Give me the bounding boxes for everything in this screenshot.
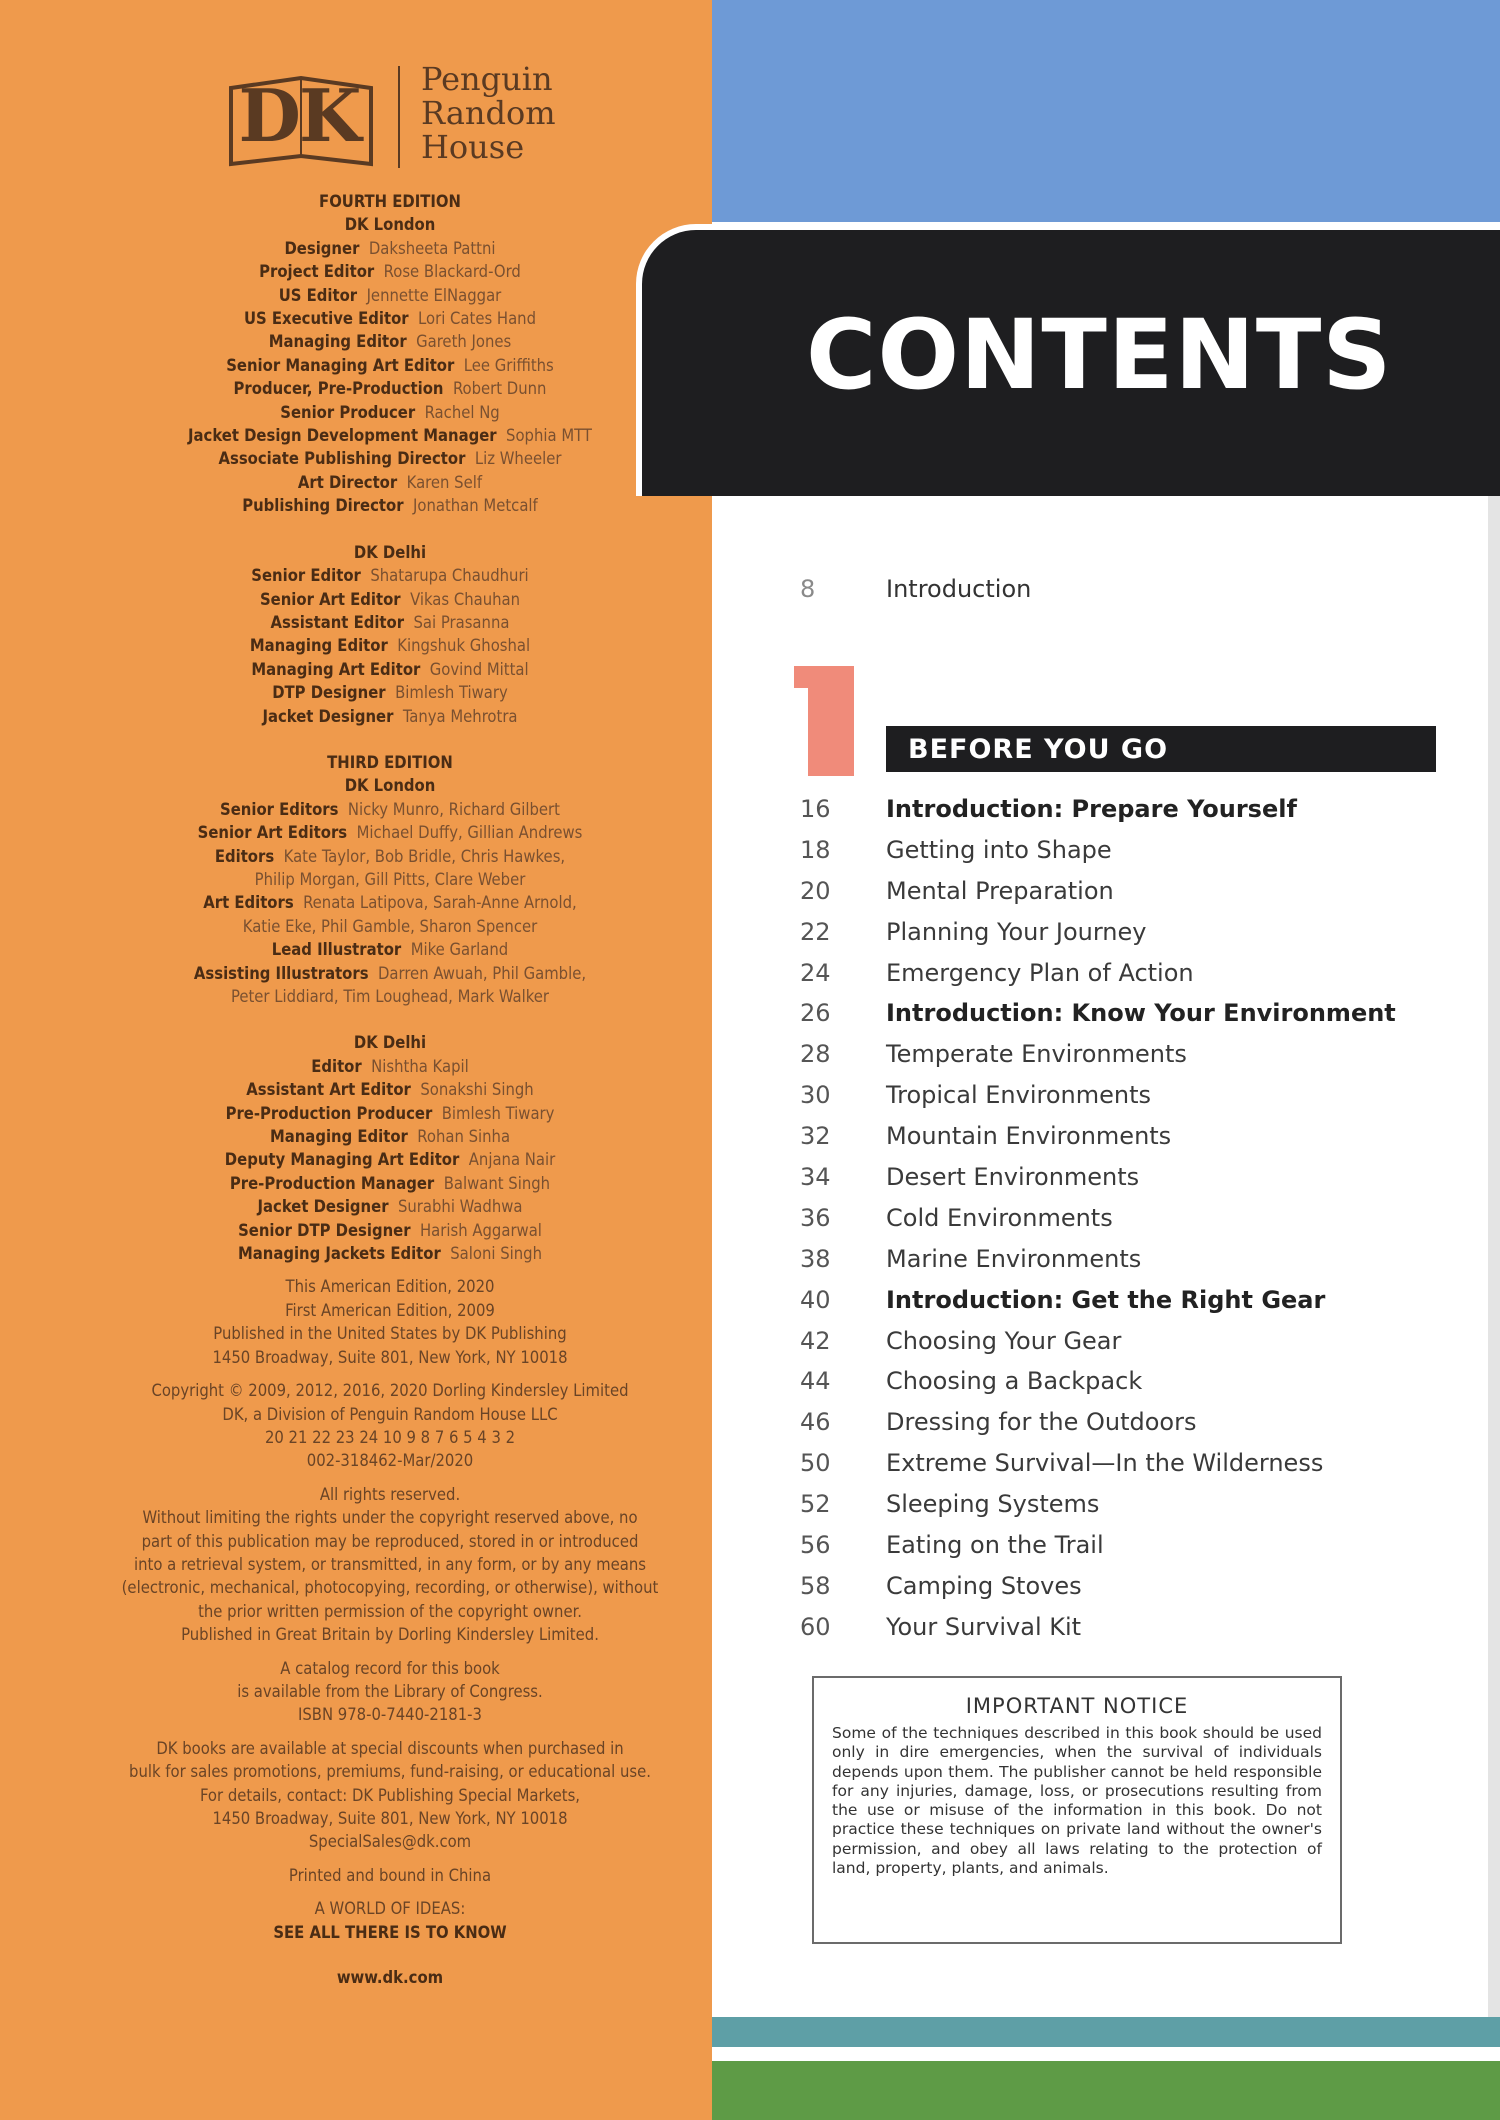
credit-name: Kate Taylor, Bob Bridle, Chris Hawkes, bbox=[283, 846, 566, 866]
toc-entry-title: Your Survival Kit bbox=[886, 1612, 1082, 1641]
credit-role: Associate Publishing Director bbox=[218, 449, 466, 469]
toc-page-number: 20 bbox=[800, 876, 831, 905]
penguin-random-house-logo: Penguin Random House bbox=[421, 60, 556, 166]
credit-name: Vikas Chauhan bbox=[410, 589, 521, 609]
credit-role: Managing Editor bbox=[269, 1127, 408, 1147]
toc-page-number: 44 bbox=[800, 1367, 831, 1396]
credit-line bbox=[90, 611, 690, 634]
toc-page-number: 60 bbox=[800, 1612, 831, 1641]
toc-entry[interactable] bbox=[800, 874, 1480, 915]
credit-name: Rose Blackard-Ord bbox=[383, 262, 521, 282]
credit-role: Pre-Production Manager bbox=[229, 1173, 435, 1193]
toc-page-number: 26 bbox=[800, 999, 831, 1028]
credit-role: Senior DTP Designer bbox=[238, 1220, 411, 1240]
credit-role: Lead Illustrator bbox=[271, 940, 402, 960]
toc-entry-title: Mountain Environments bbox=[886, 1122, 1172, 1151]
notice-title: IMPORTANT NOTICE bbox=[965, 1694, 1189, 1718]
toc-page-number: 8 bbox=[800, 575, 816, 603]
toc-entry-title: Introduction: Prepare Yourself bbox=[886, 795, 1297, 823]
toc-entry-title: Choosing Your Gear bbox=[886, 1326, 1122, 1355]
toc-entry-title: Marine Environments bbox=[886, 1244, 1142, 1273]
credit-role: Managing Art Editor bbox=[251, 659, 421, 679]
credit-name: Govind Mittal bbox=[429, 659, 529, 679]
credit-role: Jacket Design Development Manager bbox=[188, 426, 497, 446]
toc-entry[interactable] bbox=[800, 1569, 1480, 1610]
toc-entry[interactable] bbox=[800, 1405, 1480, 1446]
credit-role: Designer bbox=[284, 238, 360, 258]
toc-entry-title: Camping Stoves bbox=[886, 1571, 1082, 1600]
credit-role: Publishing Director bbox=[242, 496, 404, 516]
toc-entry-title: Extreme Survival—In the Wilderness bbox=[886, 1449, 1324, 1478]
credit-line bbox=[90, 377, 690, 400]
credit-name: Rachel Ng bbox=[424, 402, 500, 422]
toc-entry[interactable] bbox=[800, 1119, 1480, 1160]
credit-name: Karen Self bbox=[406, 472, 483, 492]
text-line: Copyright © 2009, 2012, 2016, 2020 Dorling Kindersley Limited bbox=[151, 1381, 629, 1401]
credit-line bbox=[90, 1148, 690, 1171]
table-of-contents bbox=[800, 792, 1480, 1651]
text-line: DK books are available at special discounts when purchased in bbox=[156, 1738, 624, 1758]
toc-page-number: 56 bbox=[800, 1531, 831, 1560]
credit-role: Senior Art Editors bbox=[197, 823, 348, 843]
toc-entry-title: Dressing for the Outdoors bbox=[886, 1408, 1197, 1437]
page-edge-strip bbox=[1488, 496, 1500, 2017]
toc-entry-title: Introduction bbox=[886, 575, 1032, 603]
credit-line bbox=[90, 284, 690, 307]
credit-role: Deputy Managing Art Editor bbox=[224, 1150, 460, 1170]
credit-role: Assisting Illustrators bbox=[193, 963, 369, 983]
credits-heading: FOURTH EDITION bbox=[319, 192, 461, 211]
credit-name: Jonathan Metcalf bbox=[412, 496, 538, 516]
text-line: First American Edition, 2009 bbox=[285, 1300, 495, 1320]
credit-line bbox=[90, 1172, 690, 1195]
credit-line bbox=[90, 915, 690, 938]
credit-name: Nishtha Kapil bbox=[371, 1056, 469, 1076]
toc-entry[interactable] bbox=[800, 1242, 1480, 1283]
toc-entry-title: Introduction: Know Your Environment bbox=[886, 999, 1396, 1028]
toc-page-number: 52 bbox=[800, 1490, 831, 1519]
important-notice-box bbox=[812, 1676, 1342, 1944]
text-line: DK, a Division of Penguin Random House LLC bbox=[222, 1404, 558, 1424]
logo-divider bbox=[398, 66, 400, 168]
toc-entry-title: Tropical Environments bbox=[886, 1081, 1152, 1110]
page-title: CONTENTS bbox=[806, 299, 1393, 411]
credit-role: Managing Editor bbox=[249, 636, 388, 656]
notice-body: Some of the techniques described in this book should be used only in dire emergencies, when the survival of individuals depends upon them. The publisher cannot be held responsible for any injuries, damage, loss, or prosecutions resulting from the use or misuse of the information in this book. Do not practice these techniques on private land without the owner's permission, and obey all laws relating to the protection of land, property, plants, and animals. bbox=[832, 1724, 1322, 1878]
credit-role: Senior Editors bbox=[220, 799, 339, 819]
credit-line bbox=[90, 845, 690, 868]
credit-name: Lee Griffiths bbox=[463, 355, 554, 375]
credit-line bbox=[90, 1102, 690, 1125]
text-line: All rights reserved. bbox=[319, 1484, 461, 1504]
credit-line bbox=[90, 868, 690, 891]
toc-page-number: 28 bbox=[800, 1040, 831, 1069]
credits-list bbox=[90, 1055, 690, 1266]
credit-name: Surabhi Wadhwa bbox=[397, 1197, 523, 1217]
credit-line bbox=[90, 681, 690, 704]
credit-line bbox=[90, 1078, 690, 1101]
credit-line bbox=[90, 260, 690, 283]
toc-entry[interactable] bbox=[800, 1324, 1480, 1365]
credit-name: Sonakshi Singh bbox=[420, 1080, 534, 1100]
credit-line bbox=[90, 962, 690, 985]
text-line: part of this publication may be reproduced, stored in or introduced bbox=[141, 1531, 639, 1551]
toc-entry[interactable] bbox=[800, 1528, 1480, 1569]
credit-line bbox=[90, 330, 690, 353]
credit-name: Peter Liddiard, Tim Loughead, Mark Walker bbox=[230, 987, 550, 1006]
toc-entry[interactable] bbox=[800, 792, 1480, 833]
credit-name: Daksheeta Pattni bbox=[368, 238, 496, 258]
credits-office: DK London bbox=[344, 215, 436, 235]
toc-entry[interactable] bbox=[800, 956, 1480, 997]
text-line: This American Edition, 2020 bbox=[285, 1277, 495, 1297]
credit-name: Bimlesh Tiwary bbox=[441, 1103, 555, 1123]
toc-entry[interactable] bbox=[800, 1160, 1480, 1201]
toc-entry[interactable] bbox=[800, 1487, 1480, 1528]
green-footer-band bbox=[712, 2061, 1500, 2120]
credit-line bbox=[90, 985, 690, 1008]
toc-page-number: 36 bbox=[800, 1203, 831, 1232]
credit-line bbox=[90, 1219, 690, 1242]
toc-entry[interactable] bbox=[800, 833, 1480, 874]
copyright-info bbox=[90, 1379, 690, 1473]
credit-role: Pre-Production Producer bbox=[225, 1103, 433, 1123]
credit-role: US Editor bbox=[278, 285, 358, 305]
credit-line bbox=[90, 798, 690, 821]
toc-page-number: 32 bbox=[800, 1122, 831, 1151]
credit-name: Nicky Munro, Richard Gilbert bbox=[347, 799, 560, 819]
credit-line bbox=[90, 891, 690, 914]
toc-entry-title: Eating on the Trail bbox=[886, 1531, 1104, 1560]
edition-info bbox=[90, 1275, 690, 1369]
toc-entry-title: Cold Environments bbox=[886, 1203, 1113, 1232]
credit-role: Managing Jackets Editor bbox=[237, 1244, 441, 1264]
credits-office: DK London bbox=[344, 776, 436, 796]
toc-entry-title: Choosing a Backpack bbox=[886, 1367, 1143, 1396]
chapter-number-mark bbox=[808, 666, 854, 776]
toc-entry-title: Sleeping Systems bbox=[886, 1490, 1100, 1519]
toc-entry-title: Getting into Shape bbox=[886, 835, 1112, 864]
credit-line bbox=[90, 634, 690, 657]
catalog-info bbox=[90, 1657, 690, 1727]
text-line: 002-318462-Mar/2020 bbox=[306, 1451, 474, 1471]
text-line: bulk for sales promotions, premiums, fund-raising, or educational use. bbox=[129, 1762, 651, 1782]
credit-line bbox=[90, 705, 690, 728]
toc-page-number: 16 bbox=[800, 795, 831, 823]
text-line: For details, contact: DK Publishing Special Markets, bbox=[199, 1785, 581, 1805]
toc-entry-title: Desert Environments bbox=[886, 1163, 1140, 1192]
credit-role: Jacket Designer bbox=[257, 1197, 389, 1217]
credit-name: Mike Garland bbox=[410, 940, 509, 960]
credit-role: Editor bbox=[311, 1056, 362, 1076]
credit-name: Kingshuk Ghoshal bbox=[397, 636, 531, 656]
credit-role: Senior Producer bbox=[280, 402, 416, 422]
credit-name: Harish Aggarwal bbox=[420, 1220, 542, 1240]
toc-page-number: 46 bbox=[800, 1408, 831, 1437]
credit-role: Editors bbox=[214, 846, 275, 866]
toc-page-number: 30 bbox=[800, 1081, 831, 1110]
credit-name: Michael Duffy, Gillian Andrews bbox=[356, 823, 583, 843]
rights-info bbox=[90, 1483, 690, 1647]
text-line: SpecialSales@dk.com bbox=[308, 1832, 472, 1852]
toc-entry[interactable] bbox=[800, 1610, 1480, 1651]
toc-page-number: 24 bbox=[800, 958, 831, 987]
text-line: Published in Great Britain by Dorling Kindersley Limited. bbox=[181, 1625, 599, 1645]
credit-line bbox=[90, 424, 690, 447]
credit-line bbox=[90, 354, 690, 377]
text-line: ISBN 978-0-7440-2181-3 bbox=[298, 1705, 482, 1725]
credit-name: Philip Morgan, Gill Pitts, Clare Weber bbox=[254, 869, 526, 889]
text-line: 1450 Broadway, Suite 801, New York, NY 10018 bbox=[212, 1347, 568, 1367]
credits-list bbox=[90, 564, 690, 728]
credit-name: Shatarupa Chaudhuri bbox=[370, 566, 529, 586]
credit-line bbox=[90, 1125, 690, 1148]
credit-role: Art Editors bbox=[203, 893, 294, 913]
credit-line bbox=[90, 237, 690, 260]
toc-entry[interactable] bbox=[800, 1201, 1480, 1242]
credit-role: Art Director bbox=[297, 472, 398, 492]
printed-info: Printed and bound in China bbox=[288, 1865, 492, 1885]
credit-line bbox=[90, 821, 690, 844]
credit-name: Lori Cates Hand bbox=[418, 309, 537, 329]
text-line: is available from the Library of Congress. bbox=[237, 1681, 543, 1701]
credit-name: Tanya Mehrotra bbox=[402, 706, 518, 726]
credits-block bbox=[90, 190, 690, 1989]
toc-entry[interactable] bbox=[800, 915, 1480, 956]
text-line: 20 21 22 23 24 10 9 8 7 6 5 4 3 2 bbox=[264, 1427, 516, 1447]
text-line: into a retrieval system, or transmitted, in any form, or by any means bbox=[134, 1554, 646, 1574]
text-line: 1450 Broadway, Suite 801, New York, NY 10018 bbox=[212, 1809, 568, 1828]
credit-role: Jacket Designer bbox=[262, 706, 394, 726]
credit-name: Rohan Sinha bbox=[417, 1127, 511, 1147]
credit-name: Darren Awuah, Phil Gamble, bbox=[377, 963, 587, 983]
dk-logo-text: DK bbox=[238, 73, 360, 158]
toc-entry-title: Emergency Plan of Action bbox=[886, 958, 1194, 987]
toc-page-number: 22 bbox=[800, 917, 831, 946]
credit-name: Renata Latipova, Sarah-Anne Arnold, bbox=[303, 893, 577, 913]
credit-role: Senior Editor bbox=[251, 566, 361, 586]
toc-entry[interactable] bbox=[800, 1283, 1480, 1324]
text-line: the prior written permission of the copyright owner. bbox=[198, 1601, 582, 1621]
credit-line bbox=[90, 447, 690, 470]
credits-office: DK Delhi bbox=[353, 1033, 427, 1053]
credit-line bbox=[90, 401, 690, 424]
credits-heading: THIRD EDITION bbox=[327, 752, 453, 772]
toc-page-number: 42 bbox=[800, 1326, 831, 1355]
toc-page-number: 38 bbox=[800, 1244, 831, 1273]
toc-entry[interactable] bbox=[800, 1446, 1480, 1487]
credit-line bbox=[90, 588, 690, 611]
credit-line bbox=[90, 307, 690, 330]
credit-line bbox=[90, 938, 690, 961]
toc-page-number: 58 bbox=[800, 1571, 831, 1600]
credit-name: Katie Eke, Phil Gamble, Sharon Spencer bbox=[242, 916, 538, 936]
text-line: Published in the United States by DK Publishing bbox=[213, 1324, 567, 1344]
website-link[interactable]: www.dk.com bbox=[336, 1968, 444, 1988]
slogan-line-2: SEE ALL THERE IS TO KNOW bbox=[273, 1922, 507, 1942]
text-line: Without limiting the rights under the copyright reserved above, no bbox=[142, 1508, 638, 1528]
toc-page-number: 50 bbox=[800, 1449, 831, 1478]
credit-name: Sai Prasanna bbox=[413, 612, 510, 632]
credit-line bbox=[90, 1242, 690, 1265]
text-line: A catalog record for this book bbox=[280, 1658, 500, 1678]
credit-role: Senior Managing Art Editor bbox=[226, 355, 455, 375]
credit-name: Jennette ElNaggar bbox=[366, 285, 502, 305]
toc-page-number: 34 bbox=[800, 1163, 831, 1192]
credit-role: DTP Designer bbox=[272, 683, 386, 703]
chapter-title: BEFORE YOU GO bbox=[908, 734, 1169, 765]
toc-entry[interactable] bbox=[800, 996, 1480, 1037]
credit-name: Anjana Nair bbox=[468, 1150, 556, 1170]
blue-header-band bbox=[712, 0, 1500, 222]
credit-line bbox=[90, 1055, 690, 1078]
toc-entry-title: Planning Your Journey bbox=[886, 917, 1147, 946]
credit-name: Sophia MTT bbox=[506, 426, 592, 446]
toc-entry-title: Mental Preparation bbox=[886, 876, 1114, 905]
toc-entry[interactable] bbox=[800, 1364, 1480, 1405]
credit-role: US Executive Editor bbox=[243, 309, 409, 329]
credit-role: Managing Editor bbox=[268, 332, 407, 352]
toc-entry-title: Temperate Environments bbox=[886, 1040, 1187, 1069]
credit-name: Robert Dunn bbox=[452, 379, 547, 399]
toc-page-number: 18 bbox=[800, 835, 831, 864]
credit-line bbox=[90, 494, 690, 517]
credit-role: Assistant Editor bbox=[270, 612, 405, 632]
credit-name: Bimlesh Tiwary bbox=[395, 683, 508, 703]
credits-office: DK Delhi bbox=[353, 542, 427, 562]
credit-line bbox=[90, 1195, 690, 1218]
credits-list bbox=[90, 237, 690, 518]
credit-role: Project Editor bbox=[259, 262, 375, 282]
credit-role: Producer, Pre-Production bbox=[233, 379, 444, 399]
publisher-logo bbox=[223, 62, 593, 174]
credit-line bbox=[90, 564, 690, 587]
special-sales-info bbox=[90, 1737, 690, 1854]
credit-line bbox=[90, 658, 690, 681]
toc-entry[interactable] bbox=[800, 1078, 1480, 1119]
toc-entry-title: Introduction: Get the Right Gear bbox=[886, 1285, 1326, 1314]
toc-page-number: 40 bbox=[800, 1285, 831, 1314]
credits-panel bbox=[0, 0, 712, 2120]
credit-role: Senior Art Editor bbox=[259, 589, 401, 609]
credit-name: Liz Wheeler bbox=[474, 449, 562, 469]
credit-line bbox=[90, 471, 690, 494]
text-line: (electronic, mechanical, photocopying, recording, or otherwise), without bbox=[121, 1578, 659, 1598]
teal-footer-band bbox=[712, 2017, 1500, 2047]
credit-name: Gareth Jones bbox=[416, 332, 512, 352]
slogan-line-1: A WORLD OF IDEAS: bbox=[314, 1899, 466, 1919]
credits-list bbox=[90, 798, 690, 1009]
credit-name: Balwant Singh bbox=[443, 1173, 551, 1193]
credit-name: Saloni Singh bbox=[450, 1244, 543, 1264]
credit-role: Assistant Art Editor bbox=[246, 1080, 411, 1100]
toc-entry[interactable] bbox=[800, 1037, 1480, 1078]
